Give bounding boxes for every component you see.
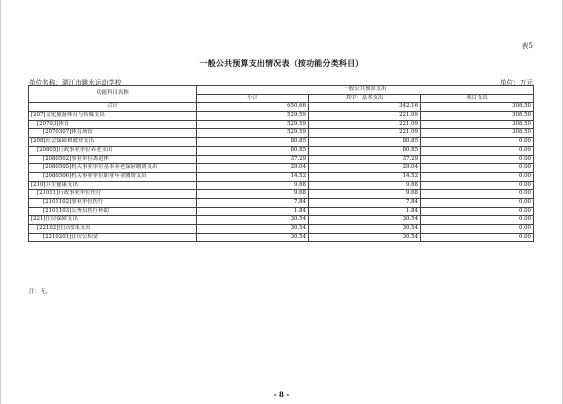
row-subtotal-value: 529.59	[197, 120, 309, 129]
row-project-value: 308.50	[421, 129, 534, 138]
row-item-name: [21011]行政事业单位医疗	[29, 190, 197, 199]
row-basic-value: 80.85	[309, 146, 421, 155]
row-item-name: [2101103]公务员医疗补助	[29, 207, 197, 216]
currency-unit: 单位：万元	[500, 79, 533, 87]
row-project-value: 0.00	[421, 164, 534, 173]
row-item-name: [210]卫生健康支出	[29, 181, 197, 190]
row-subtotal-value: 9.68	[197, 181, 309, 190]
header-general-budget: 一般公共预算支出	[197, 86, 534, 95]
row-project-value: 0.00	[421, 181, 534, 190]
table-row	[29, 172, 534, 181]
table-row	[29, 233, 534, 242]
row-basic-value: 29.04	[309, 164, 421, 173]
row-basic-value: 1.84	[309, 207, 421, 216]
table-number-label: 表5	[521, 42, 533, 50]
row-project-value: 0.00	[421, 207, 534, 216]
row-subtotal-value: 650.66	[197, 103, 309, 112]
table-row	[29, 103, 534, 112]
row-basic-value: 14.52	[309, 172, 421, 181]
row-item-name: 合计	[29, 103, 197, 112]
table-row	[29, 190, 534, 199]
row-basic-value: 9.68	[309, 190, 421, 199]
row-item-name: [2101102]事业单位医疗	[29, 198, 197, 207]
row-subtotal-value: 80.85	[197, 138, 309, 147]
page-number: - 8 -	[273, 390, 290, 399]
row-basic-value: 7.84	[309, 198, 421, 207]
row-project-value: 0.00	[421, 155, 534, 164]
row-project-value: 0.00	[421, 190, 534, 199]
row-basic-value: 221.09	[309, 120, 421, 129]
table-row	[29, 138, 534, 147]
row-project-value: 0.00	[421, 146, 534, 155]
header-item-name: 功能科目名称	[29, 86, 197, 103]
row-subtotal-value: 30.54	[197, 225, 309, 234]
table-row	[29, 216, 534, 225]
row-item-name: [22102]住房改革支出	[29, 225, 197, 234]
table-row	[29, 120, 534, 129]
row-project-value: 308.50	[421, 120, 534, 129]
row-item-name: [2080506]机关事业单位职业年金缴费支出	[29, 172, 197, 181]
row-subtotal-value: 37.29	[197, 155, 309, 164]
table-row	[29, 155, 534, 164]
table-row	[29, 198, 534, 207]
document-title: 一般公共预算支出情况表（按功能分类科目）	[199, 58, 364, 68]
row-item-name: [2070307]体育场馆	[29, 129, 197, 138]
header-project-expenditure: 项目支出	[421, 94, 534, 103]
row-item-name: [208]社会保障和就业支出	[29, 138, 197, 147]
row-basic-value: 30.54	[309, 225, 421, 234]
row-item-name: [207]文化旅游体育与传媒支出	[29, 112, 197, 121]
row-subtotal-value: 529.59	[197, 112, 309, 121]
table-row	[29, 181, 534, 190]
row-item-name: [2210201]住房公积金	[29, 233, 197, 242]
table-row	[29, 146, 534, 155]
row-project-value: 0.00	[421, 198, 534, 207]
row-basic-value: 30.54	[309, 233, 421, 242]
table-row	[29, 225, 534, 234]
budget-table	[28, 85, 534, 242]
row-basic-value: 80.85	[309, 138, 421, 147]
row-subtotal-value: 29.04	[197, 164, 309, 173]
row-item-name: [2080502]事业单位离退休	[29, 155, 197, 164]
row-item-name: [221]住房保障支出	[29, 216, 197, 225]
row-subtotal-value: 7.84	[197, 198, 309, 207]
row-basic-value: 342.16	[309, 103, 421, 112]
row-item-name: [20805]行政事业单位养老支出	[29, 146, 197, 155]
row-project-value: 0.00	[421, 216, 534, 225]
unit-name: 单位名称：湛江市跳水运动学校	[29, 79, 122, 87]
row-project-value: 308.50	[421, 112, 534, 121]
row-item-name: [20703]体育	[29, 120, 197, 129]
header-basic-expenditure: 其中：基本支出	[309, 94, 421, 103]
row-subtotal-value: 30.54	[197, 233, 309, 242]
row-basic-value: 30.54	[309, 216, 421, 225]
row-project-value: 308.50	[421, 103, 534, 112]
table-row	[29, 112, 534, 121]
row-basic-value: 37.29	[309, 155, 421, 164]
table-row	[29, 164, 534, 173]
row-basic-value: 9.68	[309, 181, 421, 190]
row-subtotal-value: 80.85	[197, 146, 309, 155]
row-project-value: 0.00	[421, 233, 534, 242]
table-row	[29, 207, 534, 216]
row-subtotal-value: 14.52	[197, 172, 309, 181]
row-project-value: 0.00	[421, 138, 534, 147]
table-row	[29, 129, 534, 138]
table-body	[29, 103, 534, 242]
row-project-value: 0.00	[421, 172, 534, 181]
row-subtotal-value: 529.59	[197, 129, 309, 138]
footnote: 注：无。	[29, 289, 52, 295]
row-basic-value: 221.09	[309, 129, 421, 138]
row-subtotal-value: 1.84	[197, 207, 309, 216]
row-basic-value: 221.09	[309, 112, 421, 121]
row-item-name: [2080505]机关事业单位基本养老保险缴费支出	[29, 164, 197, 173]
row-subtotal-value: 9.68	[197, 190, 309, 199]
header-subtotal: 小计	[197, 94, 309, 103]
row-project-value: 0.00	[421, 225, 534, 234]
row-subtotal-value: 30.54	[197, 216, 309, 225]
